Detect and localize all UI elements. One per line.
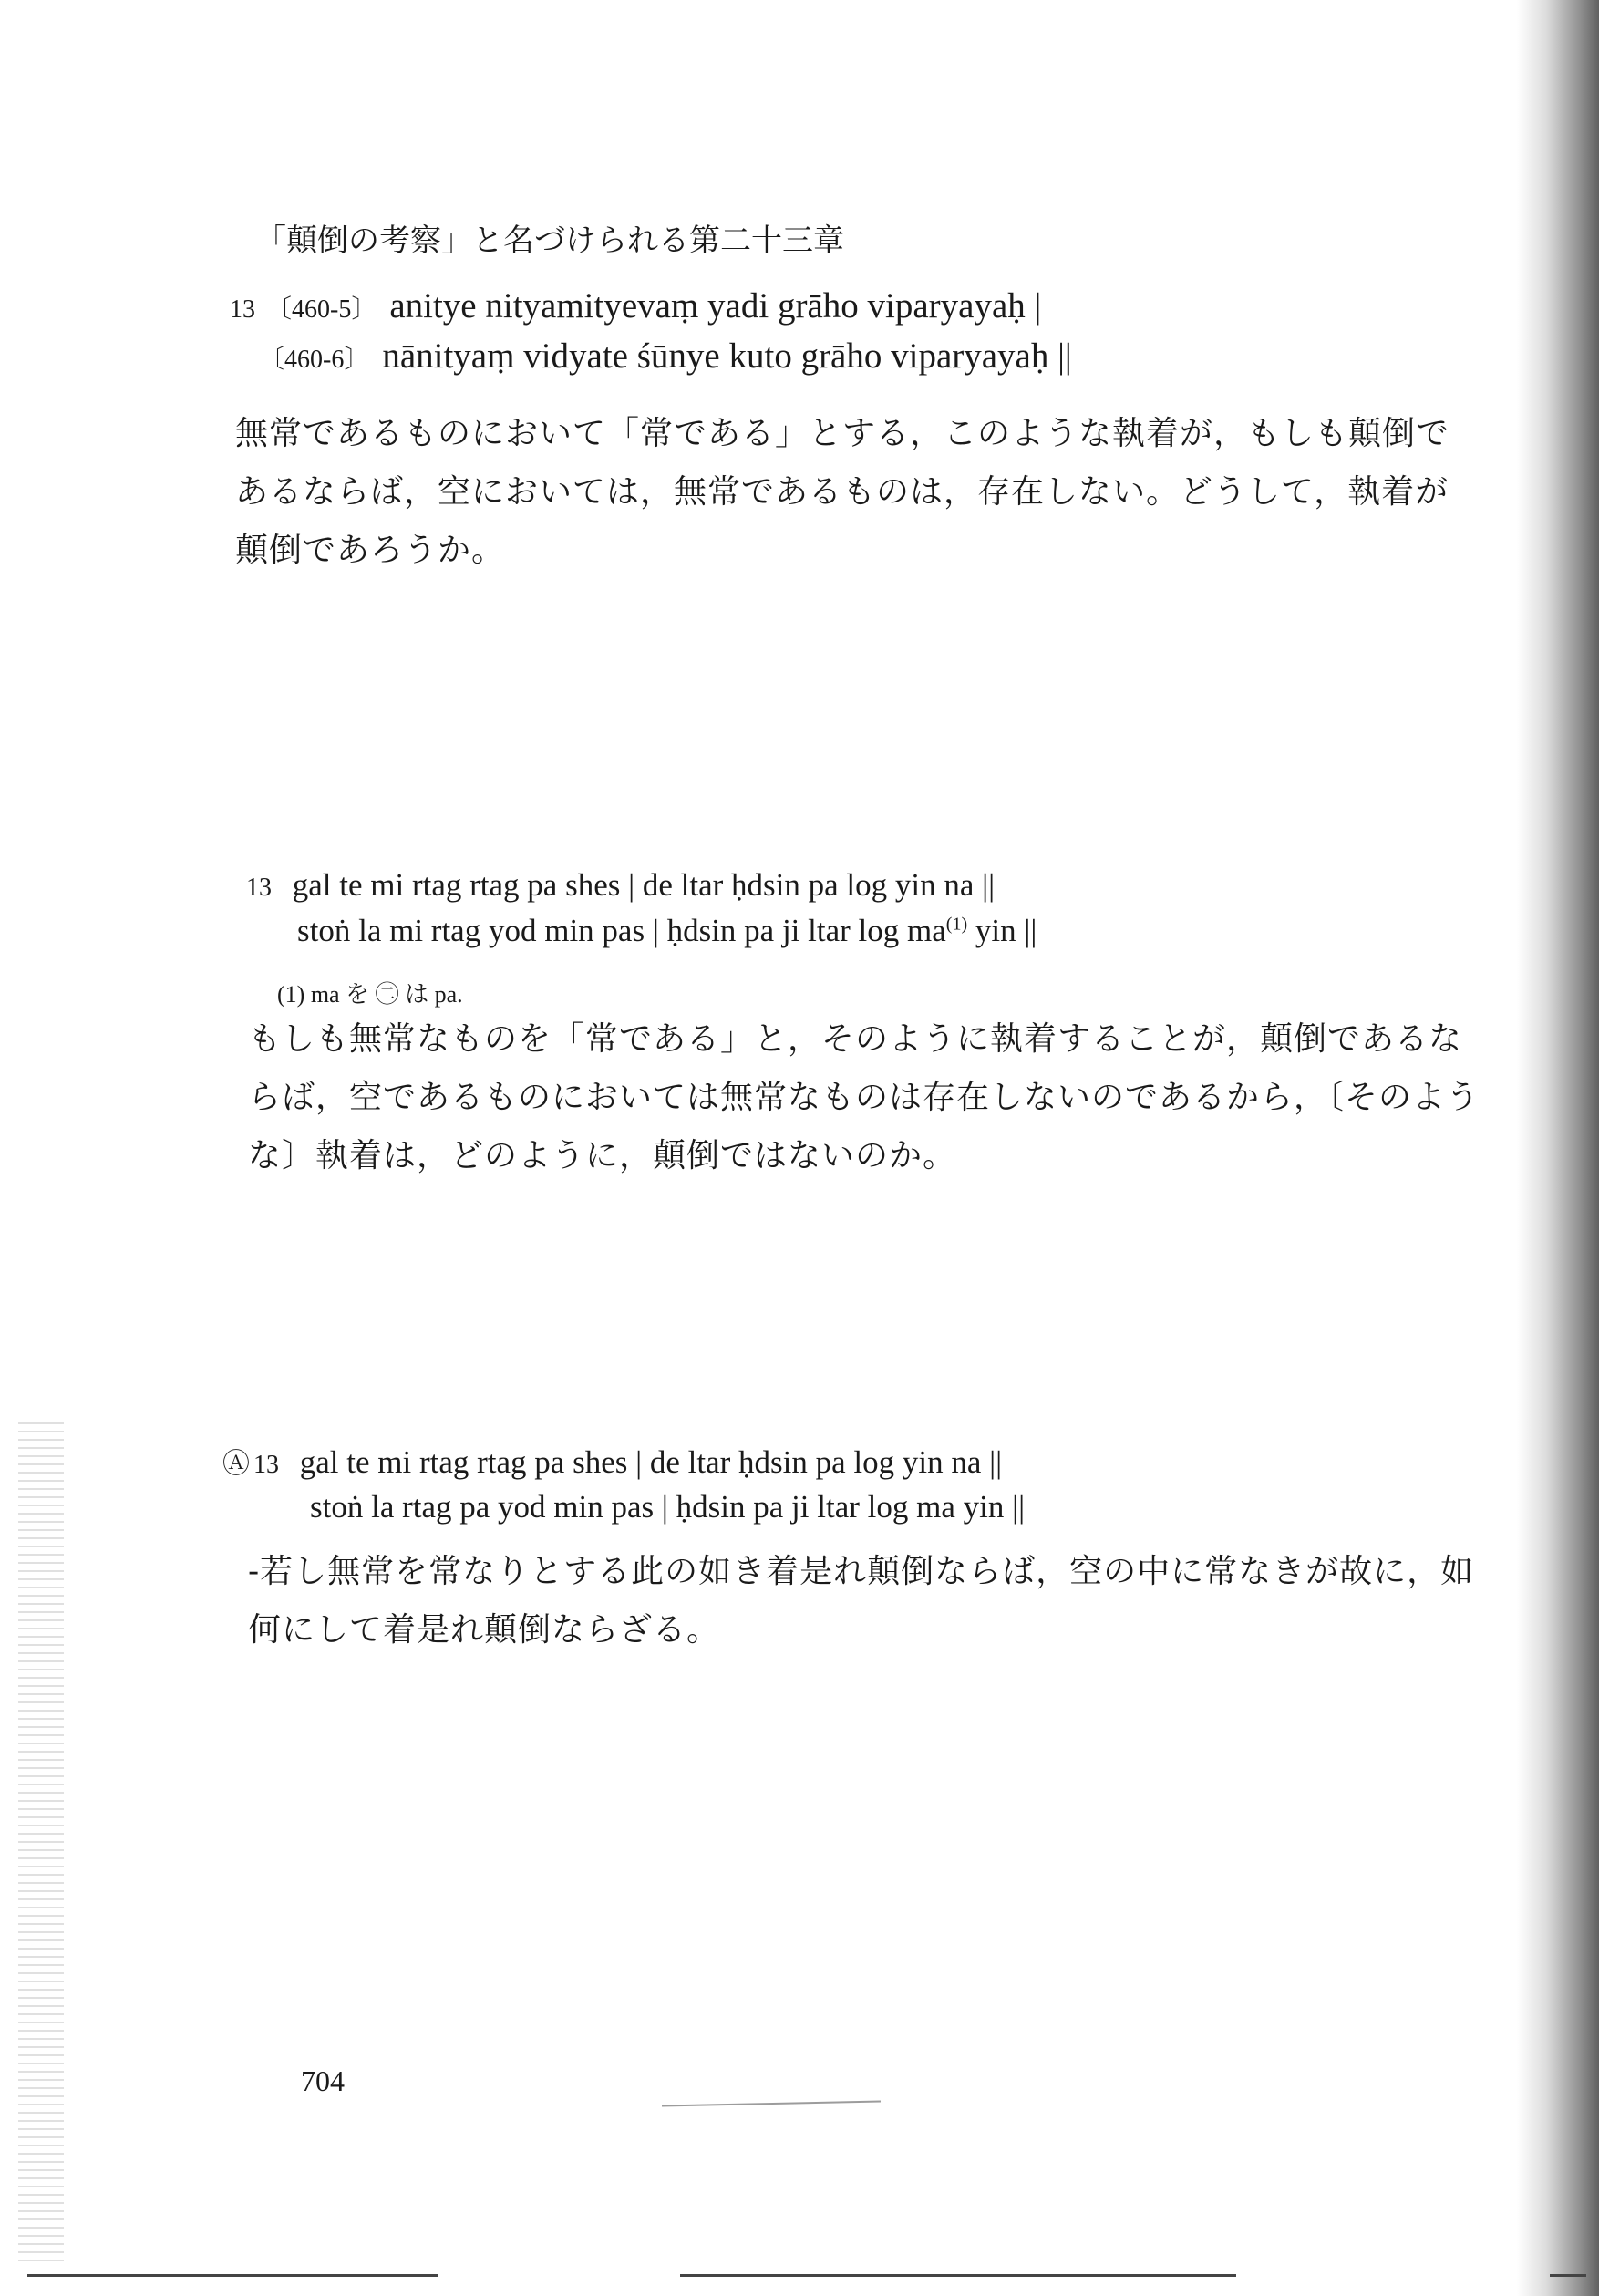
verse-number: 13 bbox=[246, 874, 272, 902]
translation-line: あるならば，空においては，無常であるものは，存在しない。どうして，執着が bbox=[235, 473, 1449, 511]
translation-line: 顛倒であろうか。 bbox=[235, 532, 506, 569]
sanskrit-verse-line-2 bbox=[259, 336, 1072, 377]
tibetan-text: gal te mi rtag rtag pa shes | de ltar ḥdsin pa log yin na || bbox=[299, 1444, 1003, 1480]
bottom-rule-left bbox=[27, 2274, 438, 2277]
translation-line: -若し無常を常なりとする此の如き着是れ顛倒ならば，空の中に常なきが故に，如 bbox=[248, 1553, 1475, 1590]
tibetan-verse-line-2 bbox=[297, 913, 1037, 949]
translation-line: 無常であるものにおいて「常である」とする，このような執着が，もしも顛倒で bbox=[235, 415, 1450, 452]
footnote-marker: (1) bbox=[945, 914, 968, 935]
footnote: (1) ma を ㊁ は pa. bbox=[277, 981, 463, 1008]
translation-line: な〕執着は，どのように，顛倒ではないのか。 bbox=[248, 1137, 957, 1174]
scan-edge-shadow bbox=[1517, 0, 1599, 2296]
tibetan-verse-2-line-1 bbox=[222, 1441, 1002, 1481]
verse-number: 13 bbox=[253, 1451, 279, 1479]
chinese-translation bbox=[248, 1543, 1474, 1660]
tibetan-text-end: yin || bbox=[967, 913, 1037, 948]
sanskrit-verse-line-1 bbox=[230, 285, 1041, 326]
bottom-rule-center bbox=[680, 2274, 1236, 2277]
translation-line: 何にして着是れ顛倒ならざる。 bbox=[248, 1611, 721, 1649]
sanskrit-translation bbox=[235, 405, 1449, 580]
tibetan-text: gal te mi rtag rtag pa shes | de ltar ḥdsin pa log yin na || bbox=[292, 867, 996, 903]
tibetan-text: stoṅ la mi rtag yod min pas | ḥdsin pa ji ltar log ma bbox=[297, 913, 946, 948]
translation-line: らば，空であるものにおいては無常なものは存在しないのであるから，〔そのよう bbox=[248, 1079, 1480, 1116]
scan-left-noise bbox=[18, 1422, 64, 2261]
bottom-rule-right bbox=[1550, 2274, 1586, 2277]
scan-smudge bbox=[662, 2100, 881, 2106]
verse-reference: 〔460-6〕 bbox=[259, 346, 370, 374]
tibetan-verse-2-line-2: stoṅ la rtag pa yod min pas | ḥdsin pa ji ltar log ma yin || bbox=[310, 1489, 1026, 1525]
source-marker-icon: Ⓐ bbox=[222, 1449, 250, 1479]
verse-reference: 〔460-5〕 bbox=[266, 295, 377, 324]
chapter-heading: 「顛倒の考察」と名づけられる第二十三章 bbox=[255, 222, 844, 259]
verse-number: 13 bbox=[230, 295, 255, 324]
translation-line: もしも無常なものを「常である」と，そのように執着することが，顛倒であるな bbox=[248, 1020, 1463, 1058]
tibetan-verse-line-1 bbox=[246, 867, 995, 904]
tibetan-translation bbox=[248, 1010, 1480, 1185]
sanskrit-text: anitye nityamityevaṃ yadi grāho viparyayaḥ | bbox=[389, 286, 1042, 326]
page-number: 704 bbox=[301, 2064, 345, 2097]
sanskrit-text: nānityaṃ vidyate śūnye kuto grāho viparyayaḥ || bbox=[382, 336, 1072, 376]
